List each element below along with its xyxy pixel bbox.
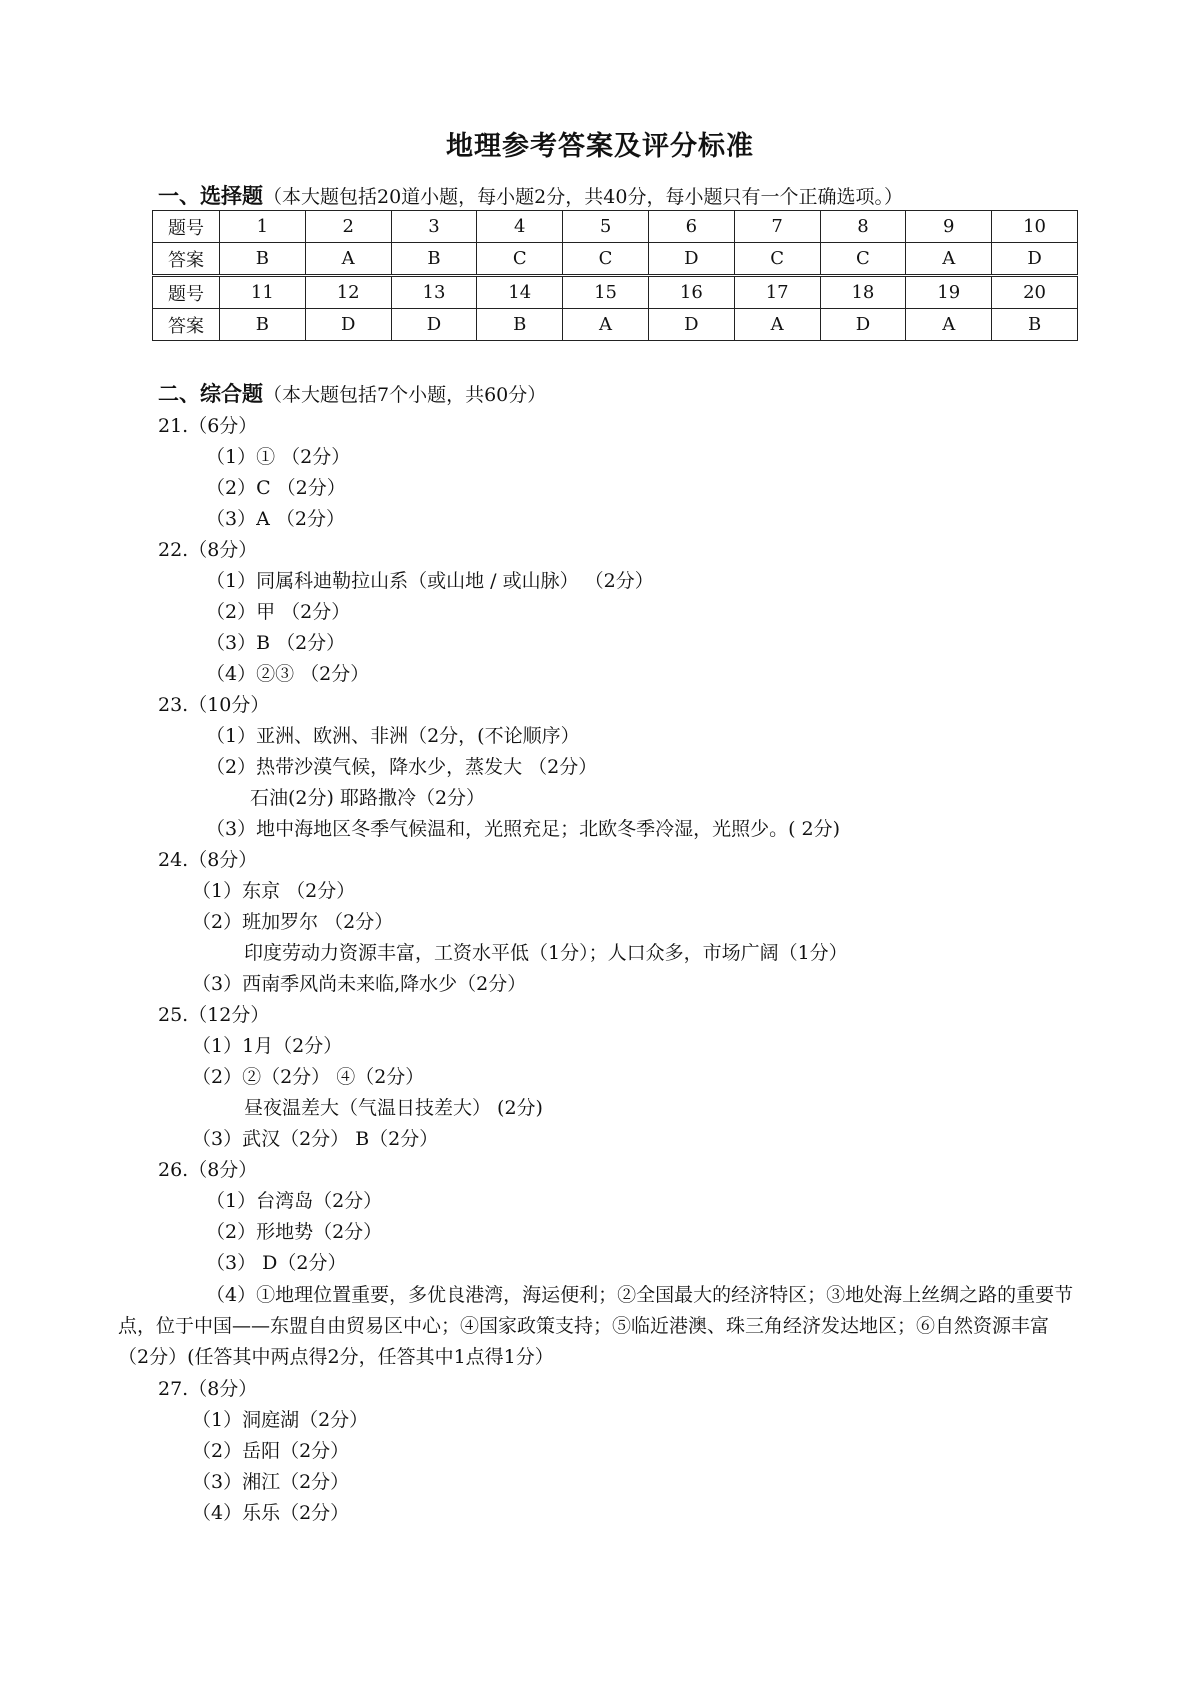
question-number: 12 [305, 276, 391, 309]
answer-line: （3） D（2分） [206, 1252, 347, 1274]
answer-cell: D [391, 309, 477, 341]
section-2-note: （本大题包括7个小题，共60分） [263, 384, 547, 406]
answer-line: （2）岳阳（2分） [192, 1440, 350, 1462]
answer-cell: C [734, 243, 820, 276]
answer-cell: B [477, 309, 563, 341]
answer-line: （1）① （2分） [206, 446, 351, 468]
answer-line: （3）B （2分） [206, 632, 346, 654]
question-number: 3 [391, 211, 477, 243]
question-number: 2 [305, 211, 391, 243]
question-number: 5 [563, 211, 649, 243]
row-label: 答案 [153, 243, 220, 276]
answer-line: （1）台湾岛（2分） [206, 1190, 383, 1212]
question-26-header: 26.（8分） [158, 1159, 258, 1181]
answer-line: （3）A （2分） [206, 508, 345, 530]
question-number: 8 [820, 211, 906, 243]
answer-line: （2）热带沙漠气候，降水少，蒸发大 （2分） [206, 756, 598, 778]
question-23-header: 23.（10分） [158, 694, 270, 716]
question-number: 7 [734, 211, 820, 243]
answer-cell: D [648, 309, 734, 341]
answer-line: （2）甲 （2分） [206, 601, 351, 623]
answer-cell: D [305, 309, 391, 341]
answer-cell: C [563, 243, 649, 276]
section-1-title: 一、选择题 [158, 184, 263, 208]
question-number: 13 [391, 276, 477, 309]
section-1-note: （本大题包括20道小题，每小题2分，共40分，每小题只有一个正确选项。） [263, 186, 903, 208]
answer-table [152, 210, 1078, 341]
answer-cell: D [648, 243, 734, 276]
answer-line: （1）亚洲、欧洲、非洲（2分，(不论顺序） [206, 725, 580, 747]
answer-line: （4）②③ （2分） [206, 663, 370, 685]
answer-cell: D [992, 243, 1078, 276]
answer-line: （3）地中海地区冬季气候温和，光照充足；北欧冬季冷湿，光照少。( 2分) [206, 818, 841, 840]
answer-cell: C [820, 243, 906, 276]
answer-line: （1）同属科迪勒拉山系（或山地 / 或山脉） （2分） [206, 570, 654, 592]
question-number: 20 [992, 276, 1078, 309]
section-2-heading [158, 378, 546, 408]
section-2-title: 二、综合题 [158, 382, 263, 406]
question-number: 1 [219, 211, 305, 243]
question-number: 10 [992, 211, 1078, 243]
answer-line: （3）西南季风尚未来临,降水少（2分） [192, 973, 527, 995]
table-row-numbers-2 [153, 276, 1078, 309]
row-label: 题号 [153, 276, 220, 309]
section-1-heading [158, 180, 903, 210]
page-title: 地理参考答案及评分标准 [446, 131, 754, 162]
question-number: 9 [906, 211, 992, 243]
answer-cell: B [992, 309, 1078, 341]
answer-cell: B [391, 243, 477, 276]
question-number: 18 [820, 276, 906, 309]
question-number: 4 [477, 211, 563, 243]
row-label: 答案 [153, 309, 220, 341]
answer-cell: A [305, 243, 391, 276]
question-22-header: 22.（8分） [158, 539, 258, 561]
answer-line: 石油(2分) 耶路撒冷（2分） [250, 787, 486, 809]
question-25-header: 25.（12分） [158, 1004, 270, 1026]
question-number: 17 [734, 276, 820, 309]
answer-line: （3）湘江（2分） [192, 1471, 350, 1493]
answer-cell: A [906, 243, 992, 276]
question-21-header: 21.（6分） [158, 415, 258, 437]
table-row-answers-1 [153, 243, 1078, 276]
answer-line: （2）形地势（2分） [206, 1221, 383, 1243]
answer-cell: A [563, 309, 649, 341]
answer-cell: A [906, 309, 992, 341]
answer-line: （3）武汉（2分） B（2分） [192, 1128, 439, 1150]
answer-cell: C [477, 243, 563, 276]
answer-line: 昼夜温差大（气温日技差大） (2分) [244, 1097, 543, 1119]
answer-line: （1）东京 （2分） [192, 880, 356, 902]
table-row-numbers-1 [153, 211, 1078, 243]
answer-cell: A [734, 309, 820, 341]
question-24-header: 24.（8分） [158, 849, 258, 871]
answer-paragraph: （4）①地理位置重要，多优良港湾，海运便利；②全国最大的经济特区；③地处海上丝绸之路的重要节点，位于中国——东盟自由贸易区中心；④国家政策支持；⑤临近港澳、珠三角经济发达地区；⑥自然资源丰富（2分）(任答其中两点得2分，任答其中1点得1分） [118, 1284, 1074, 1368]
answer-cell: D [820, 309, 906, 341]
answer-line: （2）C （2分） [206, 477, 346, 499]
answer-line: （2）②（2分） ④（2分） [192, 1066, 425, 1088]
question-number: 14 [477, 276, 563, 309]
row-label: 题号 [153, 211, 220, 243]
question-number: 19 [906, 276, 992, 309]
answer-cell: B [219, 309, 305, 341]
answer-line: 印度劳动力资源丰富，工资水平低（1分）；人口众多，市场广阔（1分） [244, 942, 848, 964]
answer-line: （1）1月（2分） [192, 1035, 343, 1057]
answer-line: （2）班加罗尔 （2分） [192, 911, 394, 933]
question-number: 6 [648, 211, 734, 243]
answer-line: （1）洞庭湖（2分） [192, 1409, 369, 1431]
question-27-header: 27.（8分） [158, 1378, 258, 1400]
question-number: 16 [648, 276, 734, 309]
answer-cell: B [219, 243, 305, 276]
answer-line: （4）乐乐（2分） [192, 1502, 350, 1524]
table-row-answers-2 [153, 309, 1078, 341]
question-number: 11 [219, 276, 305, 309]
question-number: 15 [563, 276, 649, 309]
